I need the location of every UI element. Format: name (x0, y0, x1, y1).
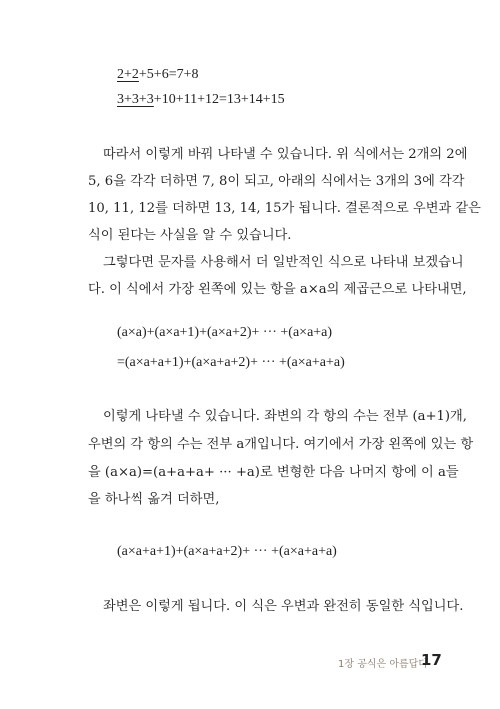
para1-line-4: 식이 된다는 사실을 알 수 있습니다. (88, 228, 292, 243)
para1-line-3: 10, 11, 12를 더하면 13, 14, 15가 됩니다. 결론적으로 우변과 같은 (88, 201, 481, 216)
equation-1 (117, 67, 199, 83)
para4-line-1: 좌변은 이렇게 됩니다. 이 식은 우변과 완전히 동일한 식입니다. (103, 599, 464, 614)
equation-2 (117, 92, 285, 108)
equation-3: (a×a)+(a×a+1)+(a×a+2)+ ··· +(a×a+a) (117, 325, 333, 340)
para1-line-1: 따라서 이렇게 바꿔 나타낼 수 있습니다. 위 식에서는 2개의 2에 (103, 147, 468, 162)
equation-1-rest: +5+6=7+8 (138, 67, 199, 82)
para3-line-1: 이렇게 나타낼 수 있습니다. 좌변의 각 항의 수는 전부 (a+1)개, (103, 409, 467, 424)
para2-line-1: 그렇다면 문자를 사용해서 더 일반적인 식으로 나타내 보겠습니 (103, 255, 464, 270)
equation-1-underlined: 2+2 (117, 67, 139, 82)
para3-line-3: 을 (a×a)=(a+a+a+ ··· +a)로 변형한 다음 나머지 항에 이 a들 (88, 465, 459, 480)
para3-line-4: 을 하나씩 옮겨 더하면, (88, 492, 220, 507)
running-footer-chapter: 1장 공식은 아름답다 (338, 659, 428, 670)
para2-line-2: 다. 이 식에서 가장 왼쪽에 있는 항을 a×a의 제곱근으로 나타내면, (88, 282, 467, 297)
equation-4: =(a×a+a+1)+(a×a+a+2)+ ··· +(a×a+a+a) (117, 355, 345, 370)
equation-2-underlined: 3+3+3 (117, 92, 154, 107)
equation-2-rest: +10+11+12=13+14+15 (153, 92, 285, 107)
para1-line-2: 5, 6을 각각 더하면 7, 8이 되고, 아래의 식에서는 3개의 3에 각각 (88, 174, 465, 189)
para3-line-2: 우변의 각 항의 수는 전부 a개입니다. 여기에서 가장 왼쪽에 있는 항 (88, 437, 474, 452)
equation-5: (a×a+a+1)+(a×a+a+2)+ ··· +(a×a+a+a) (117, 544, 337, 559)
page-number: 17 (421, 651, 442, 669)
